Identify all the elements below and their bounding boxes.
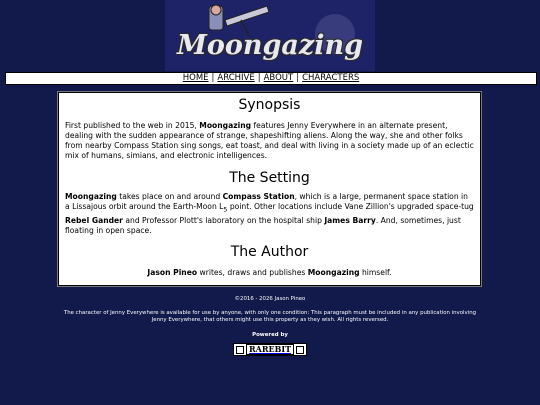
synopsis-text: First published to the web in 2015, — [65, 121, 200, 130]
author-text: writes, draws and publishes — [197, 267, 308, 277]
setting-text: point. Other locations include Vane Zillion's upgraded space-tug — [227, 202, 474, 211]
author-name-bold: Jason Pineo — [147, 267, 198, 277]
site-banner[interactable] — [165, 0, 375, 71]
comic-title-bold: Moongazing — [307, 267, 360, 277]
nav-characters-link[interactable]: CHARACTERS — [302, 73, 360, 83]
nav-separator: | — [211, 73, 215, 83]
nav-home-link[interactable]: HOME — [182, 73, 209, 83]
copyright-text: ©2016 - 2026 Jason Pineo — [234, 296, 306, 302]
site-logo: Moongazing — [176, 30, 363, 61]
nav-archive-link[interactable]: ARCHIVE — [217, 73, 255, 83]
main-navigation — [5, 72, 537, 85]
comic-title-bold: Moongazing — [199, 121, 252, 130]
synopsis-heading: Synopsis — [238, 97, 301, 113]
setting-heading: The Setting — [229, 170, 310, 186]
rarebit-badge-label: RAREBIT — [246, 344, 294, 355]
synopsis-paragraph — [65, 121, 474, 161]
nav-separator: | — [257, 73, 261, 83]
powered-by-label: Powered by — [252, 332, 288, 338]
author-heading: The Author — [230, 243, 309, 260]
setting-text: . And, sometimes, just floating in open space. — [65, 215, 461, 235]
author-text: himself. — [359, 267, 392, 277]
page-footer — [0, 296, 540, 357]
rarebit-right-icon — [296, 346, 304, 354]
synopsis-text: features Jenny Everywhere in an alternate present, dealing with the sudden appearance of strange, shapeshifting aliens. Along the way, she and other folks from nearby Compass Station sing songs, eat toast, and deal with living in a society made up of an eclectic mix of humans, simians, and electronic intelligences. — [65, 121, 474, 160]
lagrange-subscript: 5 — [223, 206, 228, 214]
compass-station-bold: Compass Station — [222, 192, 295, 201]
rarebit-left-icon — [236, 346, 244, 354]
setting-text: , which is a large, permanent space station in a Lissajous orbit around the Earth-Moon L — [65, 192, 468, 211]
rebel-gander-bold: Rebel Gander — [65, 215, 123, 225]
setting-text: and Professor Plott's laboratory on the hospital ship — [122, 215, 325, 225]
setting-paragraph — [65, 192, 474, 236]
author-paragraph — [65, 268, 474, 278]
jenny-everywhere-notice: The character of Jenny Everywhere is available for use by anyone, with only one condition: This paragraph must be included in any publication involving Jenny Everywhere, that others might use this property as they wish. All rights reversed. — [63, 310, 477, 323]
comic-title-bold: Moongazing — [65, 192, 117, 201]
nav-about-link[interactable]: ABOUT — [263, 73, 294, 83]
james-barry-bold: James Barry — [324, 215, 376, 225]
rarebit-badge[interactable] — [233, 343, 307, 356]
setting-text: takes place on and around — [116, 192, 223, 201]
about-content-panel — [58, 92, 481, 286]
nav-separator: | — [296, 73, 300, 83]
